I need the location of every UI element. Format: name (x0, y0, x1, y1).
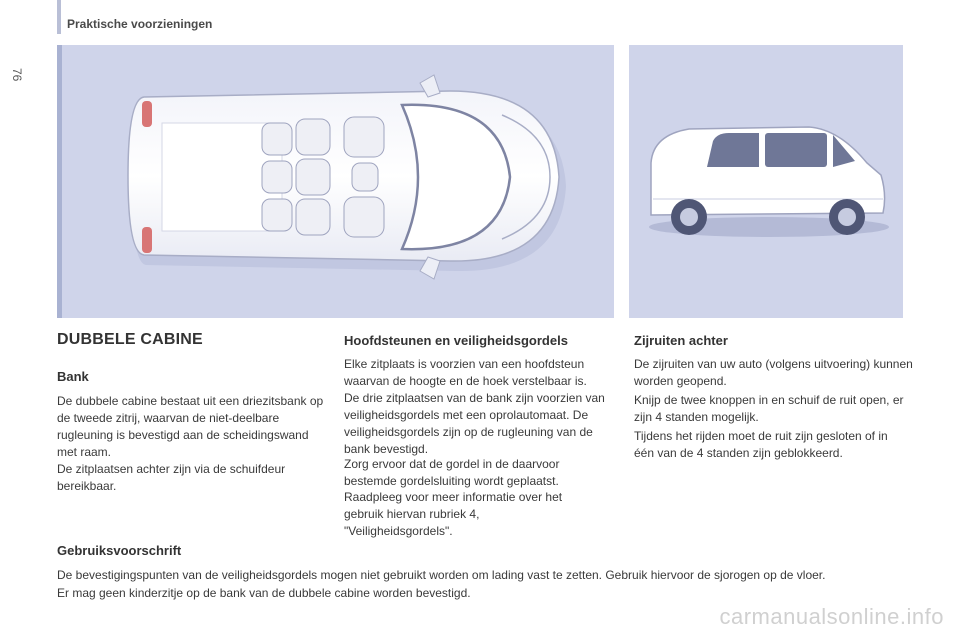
zijruiten-paragraph-1: De zijruiten van uw auto (volgens uitvoering) kunnen worden geopend. (634, 357, 913, 388)
gebruik-paragraph-1: De bevestigingspunten van de veiligheidsgordels mogen niet gebruikt worden om lading vast te zetten. Gebruik hiervoor de sjorogen op de vloer. (57, 568, 826, 582)
van-top-view-drawing (62, 45, 614, 318)
zijruiten-heading: Zijruiten achter (634, 333, 728, 348)
zijruiten-paragraph-3: Tijdens het rijden moet de ruit zijn gesloten of in één van de 4 standen zijn geblokkeerd. (634, 429, 888, 460)
bank-paragraph-2: De zitplaatsen achter zijn via de schuifdeur bereikbaar. (57, 462, 286, 493)
footer-watermark: carmanualsonline.info (719, 604, 944, 629)
header-accent-bar (57, 0, 61, 34)
hoofdsteunen-paragraph-1: Elke zitplaats is voorzien van een hoofdsteun waarvan de hoogte en de hoek verstelbaar is. (344, 357, 587, 388)
page-header-title: Praktische voorzieningen (67, 17, 213, 31)
van-side-view-illustration (629, 45, 903, 318)
zijruiten-paragraph-2: Knijp de twee knoppen in en schuif de ruit open, er zijn 4 standen mogelijk. (634, 393, 904, 424)
gebruik-heading: Gebruiksvoorschrift (57, 543, 182, 558)
van-side-view-drawing (629, 45, 903, 318)
hoofdsteunen-paragraph-4: Raadpleeg voor meer informatie over het gebruik hiervan rubriek 4, "Veiligheidsgordels". (344, 490, 563, 538)
hoofdsteunen-paragraph-2: De drie zitplaatsen van de bank zijn voorzien van veiligheidsgordels met een oprolautomaat. De veiligheidsgordels zijn op de rugleuning van de bank bevestigd. (344, 391, 605, 456)
bank-paragraph-1: De dubbele cabine bestaat uit een driezitsbank op de tweede zitrij, waarvan de niet-deelbare rugleuning is bevestigd aan de scheidingswand met raam. (57, 394, 324, 459)
hoofdsteunen-paragraph-3: Zorg ervoor dat de gordel in de daarvoor bestemde gordelsluiting wordt geplaatst. (344, 457, 560, 488)
gebruik-paragraph-2: Er mag geen kinderzitje op de bank van de dubbele cabine worden bevestigd. (57, 586, 471, 600)
van-top-view-illustration (57, 45, 614, 318)
hoofdsteunen-heading: Hoofdsteunen en veiligheidsgordels (344, 333, 568, 348)
section-title: DUBBELE CABINE (57, 331, 203, 348)
page-number: 76 (10, 68, 24, 82)
bank-heading: Bank (57, 369, 89, 384)
